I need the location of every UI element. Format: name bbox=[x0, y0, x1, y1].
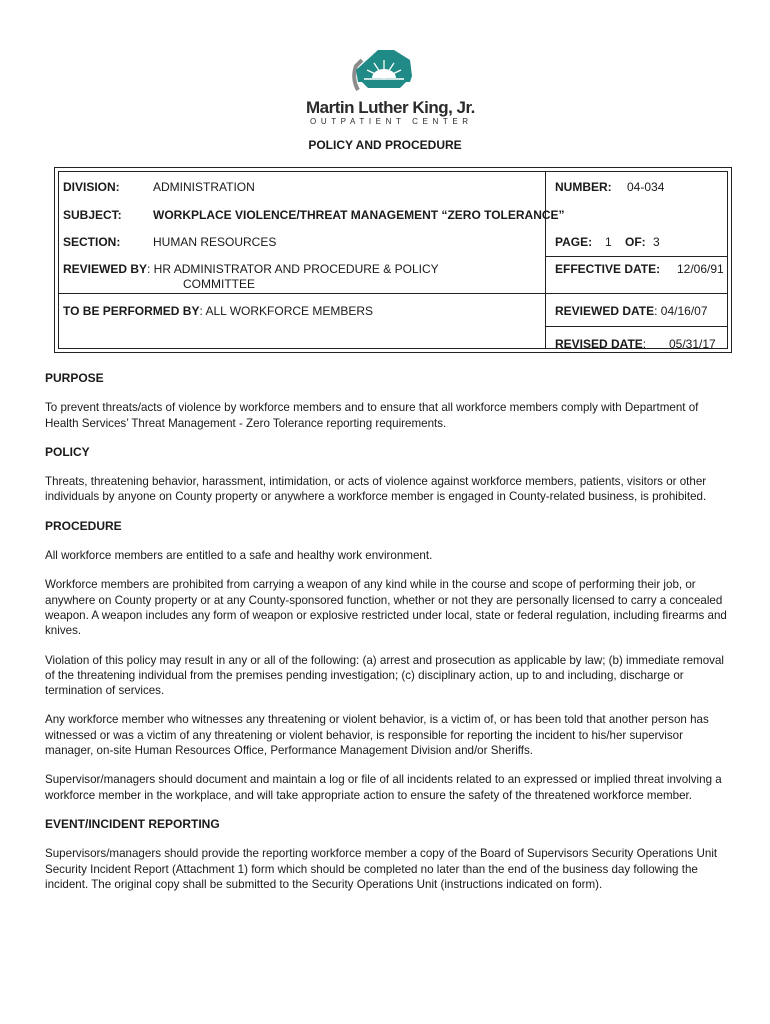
effective-date-label: EFFECTIVE DATE: bbox=[555, 262, 661, 276]
number-value: 04-034 bbox=[627, 180, 665, 194]
section-value: HUMAN RESOURCES bbox=[153, 235, 277, 249]
reviewed-by-line bbox=[63, 262, 439, 276]
of-label: OF: bbox=[625, 235, 646, 249]
subject-label: SUBJECT: bbox=[63, 208, 122, 222]
mlk-sunburst-logo-icon bbox=[348, 46, 420, 104]
reviewed-by-value: : HR ADMINISTRATOR AND PROCEDURE & POLICY bbox=[147, 262, 439, 276]
procedure-paragraph-4: Any workforce member who witnesses any threatening or violent behavior, is a victim of, or has been told that another person has witnessed or was a victim of any threatening or violent behavior, is responsible for reporting the incident to his/her supervisor manager, on-site Human Resources Office, Performance Management Division and/or Sheriffs. bbox=[45, 713, 709, 758]
procedure-paragraph-5: Supervisor/managers should document and maintain a log or file of all incidents related to an expressed or implied threat involving a workforce member in the workplace, and will take appropriate action to ensure the safety of the threatened workforce member. bbox=[45, 773, 722, 802]
procedure-paragraph-3: Violation of this policy may result in any or all of the following: (a) arrest and prosecution as applicable by law; (b) immediate removal of the threatening individual from the premises pending investigation; (c) disciplinary action, up to and including, discharge or termination of services. bbox=[45, 653, 724, 698]
policy-text: Threats, threatening behavior, harassment, intimidation, or acts of violence against workforce members, patients, visitors or other individuals by anyone on County property or anywhere a workforce member is engaged in County-related business, is prohibited. bbox=[45, 475, 707, 504]
subject-value: WORKPLACE VIOLENCE/THREAT MANAGEMENT “ZERO TOLERANCE” bbox=[153, 208, 565, 222]
logo-subtitle: OUTPATIENT CENTER bbox=[310, 117, 473, 126]
logo-name: Martin Luther King, Jr. bbox=[306, 98, 475, 117]
purpose-text: To prevent threats/acts of violence by workforce members and to ensure that all workforce members comply with Department of Health Services’ Threat Management - Zero Tolerance reporting requirements. bbox=[45, 401, 699, 430]
reviewed-date-value: : 04/16/07 bbox=[654, 304, 708, 318]
procedure-heading: PROCEDURE bbox=[45, 518, 122, 533]
number-label: NUMBER: bbox=[555, 180, 612, 194]
of-value: 3 bbox=[653, 235, 660, 249]
reviewed-by-label: REVIEWED BY bbox=[63, 262, 148, 276]
performed-by-value: : ALL WORKFORCE MEMBERS bbox=[199, 304, 374, 318]
revised-date-line bbox=[555, 337, 646, 351]
performed-by-line bbox=[63, 304, 373, 318]
reviewed-by-value-cont: COMMITTEE bbox=[183, 277, 255, 291]
page-value: 1 bbox=[605, 235, 612, 249]
reviewed-date-line bbox=[555, 304, 708, 318]
policy-body bbox=[45, 371, 730, 892]
division-value: ADMINISTRATION bbox=[153, 180, 255, 194]
effective-date-value: 12/06/91 bbox=[677, 262, 724, 276]
revised-date-label: REVISED DATE bbox=[555, 337, 643, 351]
page-label: PAGE: bbox=[555, 235, 593, 249]
section-label: SECTION: bbox=[63, 235, 121, 249]
revised-date-colon: : bbox=[642, 337, 647, 351]
event-reporting-text: Supervisors/managers should provide the reporting workforce member a copy of the Board of Supervisors Security Operations Unit Security Incident Report (Attachment 1) form which should be completed no later than the end of the business day following the incident. The original copy shall be submitted to the Security Operations Unit (instructions indicated on form). bbox=[45, 847, 718, 891]
policy-heading: POLICY bbox=[45, 444, 90, 459]
procedure-paragraph-1: All workforce members are entitled to a safe and healthy work environment. bbox=[45, 549, 433, 563]
performed-by-label: TO BE PERFORMED BY bbox=[63, 304, 200, 318]
revised-date-value: 05/31/17 bbox=[669, 337, 716, 351]
purpose-heading: PURPOSE bbox=[45, 371, 104, 385]
reviewed-date-label: REVIEWED DATE bbox=[555, 304, 655, 318]
division-label: DIVISION: bbox=[63, 180, 120, 194]
policy-header-table bbox=[54, 167, 732, 353]
document-title: POLICY AND PROCEDURE bbox=[308, 138, 462, 152]
event-reporting-heading: EVENT/INCIDENT REPORTING bbox=[45, 816, 220, 831]
procedure-paragraph-2: Workforce members are prohibited from carrying a weapon of any kind while in the course and scope of performing their job, or anywhere on County property or at any County-sponsored function, whether or not they are personally licensed to carry a concealed weapon. A weapon includes any form of weapon or explosive restricted under local, state or federal regulation, including firearms and knives. bbox=[45, 578, 727, 638]
